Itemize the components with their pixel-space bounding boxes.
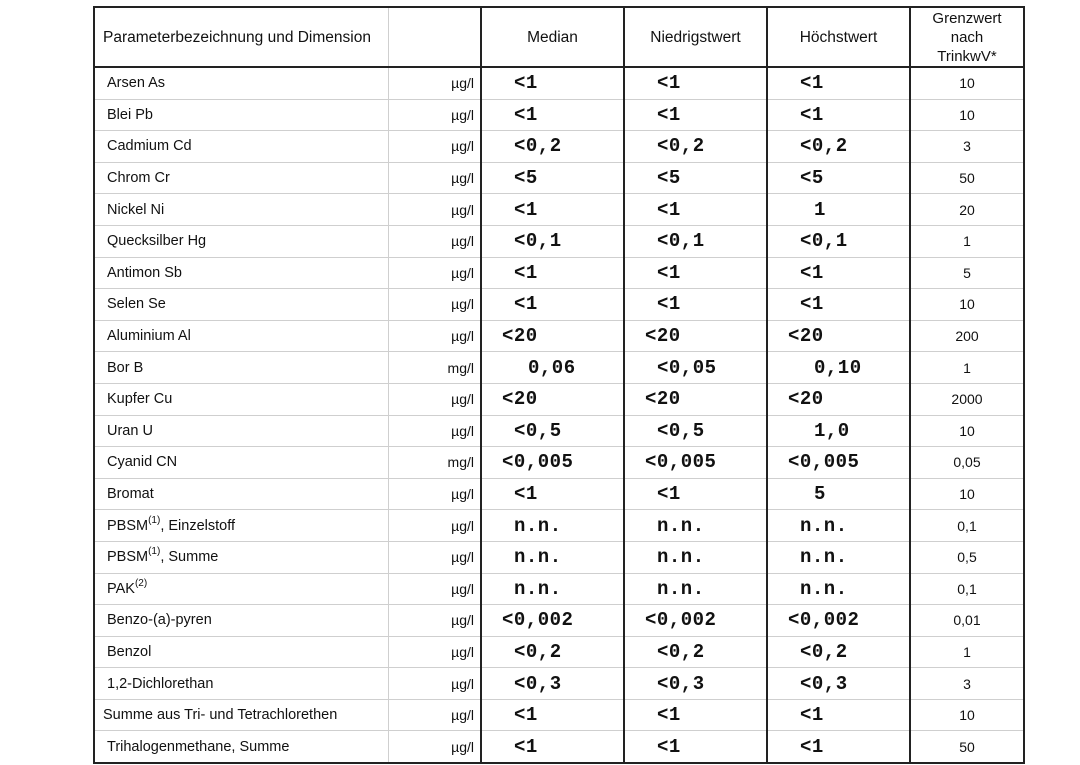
min-cell: <1 xyxy=(624,731,767,763)
max-cell: <1 xyxy=(767,699,910,731)
min-cell: <0,2 xyxy=(624,636,767,668)
header-limit xyxy=(910,7,1024,67)
table-row xyxy=(94,194,1024,226)
parameter-name: Selen Se xyxy=(107,296,166,313)
unit-cell: µg/l xyxy=(388,699,481,731)
limit-cell: 1 xyxy=(910,225,1024,257)
header-median: Median xyxy=(481,7,624,67)
parameter-cell xyxy=(94,541,388,573)
parameter-name: Antimon Sb xyxy=(107,264,182,281)
max-cell: <20 xyxy=(767,320,910,352)
min-cell: <1 xyxy=(624,478,767,510)
table-row xyxy=(94,573,1024,605)
footnote-marker: (1) xyxy=(148,546,161,558)
parameter-name: Chrom Cr xyxy=(107,170,170,187)
header-max: Höchstwert xyxy=(767,7,910,67)
parameter-name: Uran U xyxy=(107,422,153,439)
footnote-marker: (1) xyxy=(148,514,161,526)
min-cell: n.n. xyxy=(624,510,767,542)
table-row xyxy=(94,289,1024,321)
table-row xyxy=(94,447,1024,479)
unit-cell: µg/l xyxy=(388,415,481,447)
max-cell: <0,005 xyxy=(767,447,910,479)
max-cell: <1 xyxy=(767,67,910,99)
parameter-name: Aluminium Al xyxy=(107,328,191,345)
parameter-cell xyxy=(94,447,388,479)
limit-cell: 50 xyxy=(910,731,1024,763)
table-header-row xyxy=(94,7,1024,67)
max-cell: <5 xyxy=(767,162,910,194)
max-cell: 1,0 xyxy=(767,415,910,447)
table-row xyxy=(94,541,1024,573)
limit-cell: 0,5 xyxy=(910,541,1024,573)
parameter-cell xyxy=(94,194,388,226)
median-cell: n.n. xyxy=(481,573,624,605)
unit-cell: µg/l xyxy=(388,731,481,763)
unit-cell: µg/l xyxy=(388,573,481,605)
limit-cell: 3 xyxy=(910,131,1024,163)
min-cell: <0,5 xyxy=(624,415,767,447)
median-cell: <1 xyxy=(481,478,624,510)
max-cell: <1 xyxy=(767,257,910,289)
unit-cell: µg/l xyxy=(388,162,481,194)
unit-cell: µg/l xyxy=(388,194,481,226)
parameter-name: Benzol xyxy=(107,643,152,660)
median-cell: <1 xyxy=(481,699,624,731)
max-cell: <0,1 xyxy=(767,225,910,257)
parameter-suffix: , Einzelstoff xyxy=(160,517,236,534)
min-cell: <1 xyxy=(624,194,767,226)
parameter-name: PBSM xyxy=(107,517,149,534)
min-cell: <1 xyxy=(624,289,767,321)
unit-cell: µg/l xyxy=(388,320,481,352)
min-cell: n.n. xyxy=(624,541,767,573)
limit-cell: 10 xyxy=(910,699,1024,731)
table-row xyxy=(94,636,1024,668)
median-cell: <0,3 xyxy=(481,668,624,700)
unit-cell: µg/l xyxy=(388,257,481,289)
table-row xyxy=(94,67,1024,99)
limit-cell: 0,01 xyxy=(910,605,1024,637)
unit-cell: µg/l xyxy=(388,383,481,415)
limit-cell: 10 xyxy=(910,99,1024,131)
limit-cell: 20 xyxy=(910,194,1024,226)
unit-cell: µg/l xyxy=(388,67,481,99)
unit-cell: µg/l xyxy=(388,131,481,163)
min-cell: <20 xyxy=(624,383,767,415)
unit-cell: mg/l xyxy=(388,352,481,384)
parameter-name: Kupfer Cu xyxy=(107,391,173,408)
median-cell: 0,06 xyxy=(481,352,624,384)
min-cell: n.n. xyxy=(624,573,767,605)
median-cell: <0,2 xyxy=(481,636,624,668)
limit-cell: 2000 xyxy=(910,383,1024,415)
median-cell: n.n. xyxy=(481,541,624,573)
parameter-suffix: , Summe xyxy=(160,549,219,566)
unit-cell: µg/l xyxy=(388,636,481,668)
parameter-name: Benzo-(a)-pyren xyxy=(107,612,212,629)
median-cell: <1 xyxy=(481,289,624,321)
unit-cell: µg/l xyxy=(388,668,481,700)
min-cell: <0,05 xyxy=(624,352,767,384)
min-cell: <1 xyxy=(624,67,767,99)
unit-cell: µg/l xyxy=(388,99,481,131)
parameter-name: PBSM xyxy=(107,549,149,566)
limit-cell: 10 xyxy=(910,415,1024,447)
unit-cell: mg/l xyxy=(388,447,481,479)
parameter-cell xyxy=(94,573,388,605)
median-cell: <5 xyxy=(481,162,624,194)
median-cell: <1 xyxy=(481,99,624,131)
limit-cell: 3 xyxy=(910,668,1024,700)
limit-cell: 50 xyxy=(910,162,1024,194)
table-row xyxy=(94,131,1024,163)
limit-cell: 200 xyxy=(910,320,1024,352)
min-cell: <5 xyxy=(624,162,767,194)
max-cell: <1 xyxy=(767,731,910,763)
parameter-name: Blei Pb xyxy=(107,106,153,123)
table-row xyxy=(94,510,1024,542)
median-cell: <1 xyxy=(481,257,624,289)
max-cell: <20 xyxy=(767,383,910,415)
parameter-name: Bor B xyxy=(107,359,144,376)
limit-cell: 10 xyxy=(910,67,1024,99)
unit-cell: µg/l xyxy=(388,478,481,510)
header-limit-line3: TrinkwV* xyxy=(937,47,997,65)
parameter-name: PAK xyxy=(107,580,135,597)
document-page xyxy=(93,6,1023,764)
header-min: Niedrigstwert xyxy=(624,7,767,67)
limit-cell: 5 xyxy=(910,257,1024,289)
median-cell: <0,2 xyxy=(481,131,624,163)
max-cell: <0,002 xyxy=(767,605,910,637)
max-cell: 0,10 xyxy=(767,352,910,384)
footnote-marker: (2) xyxy=(134,577,148,589)
max-cell: n.n. xyxy=(767,510,910,542)
limit-cell: 0,05 xyxy=(910,447,1024,479)
parameter-name: Arsen As xyxy=(107,75,166,92)
limit-cell: 10 xyxy=(910,289,1024,321)
median-cell: n.n. xyxy=(481,510,624,542)
parameter-cell xyxy=(94,478,388,510)
limit-cell: 0,1 xyxy=(910,510,1024,542)
min-cell: <0,2 xyxy=(624,131,767,163)
parameter-cell xyxy=(94,131,388,163)
parameter-name: Nickel Ni xyxy=(107,201,165,218)
table-row xyxy=(94,99,1024,131)
median-cell: <0,1 xyxy=(481,225,624,257)
parameter-cell xyxy=(94,731,388,763)
table-row xyxy=(94,415,1024,447)
min-cell: <1 xyxy=(624,699,767,731)
median-cell: <20 xyxy=(481,320,624,352)
unit-cell: µg/l xyxy=(388,541,481,573)
unit-cell: µg/l xyxy=(388,605,481,637)
header-limit-line1: Grenzwert xyxy=(932,9,1002,27)
parameter-cell xyxy=(94,699,388,731)
max-cell: 1 xyxy=(767,194,910,226)
unit-cell: µg/l xyxy=(388,289,481,321)
min-cell: <1 xyxy=(624,99,767,131)
parameter-cell xyxy=(94,99,388,131)
table-row xyxy=(94,225,1024,257)
median-cell: <0,005 xyxy=(481,447,624,479)
unit-cell: µg/l xyxy=(388,225,481,257)
parameter-cell xyxy=(94,605,388,637)
min-cell: <0,3 xyxy=(624,668,767,700)
parameter-name: Summe aus Tri- und Tetrachlorethen xyxy=(103,707,338,724)
parameter-name: 1,2-Dichlorethan xyxy=(107,675,214,692)
max-cell: <0,3 xyxy=(767,668,910,700)
parameter-cell xyxy=(94,383,388,415)
median-cell: <1 xyxy=(481,731,624,763)
table-row xyxy=(94,605,1024,637)
table-row xyxy=(94,162,1024,194)
median-cell: <0,002 xyxy=(481,605,624,637)
parameter-cell xyxy=(94,415,388,447)
limit-cell: 1 xyxy=(910,636,1024,668)
unit-cell: µg/l xyxy=(388,510,481,542)
parameter-name: Cyanid CN xyxy=(107,454,178,471)
parameter-cell xyxy=(94,668,388,700)
water-quality-table xyxy=(93,6,1025,764)
parameter-name: Trihalogenmethane, Summe xyxy=(107,738,290,755)
max-cell: <1 xyxy=(767,99,910,131)
header-parameter: Parameterbezeichnung und Dimension xyxy=(94,7,388,67)
parameter-cell xyxy=(94,257,388,289)
parameter-name: Quecksilber Hg xyxy=(107,233,207,250)
table-row xyxy=(94,320,1024,352)
parameter-cell xyxy=(94,320,388,352)
parameter-cell xyxy=(94,636,388,668)
median-cell: <20 xyxy=(481,383,624,415)
parameter-cell xyxy=(94,67,388,99)
table-row xyxy=(94,352,1024,384)
max-cell: <0,2 xyxy=(767,131,910,163)
header-unit xyxy=(388,7,481,67)
limit-cell: 10 xyxy=(910,478,1024,510)
max-cell: n.n. xyxy=(767,541,910,573)
min-cell: <0,005 xyxy=(624,447,767,479)
table-row xyxy=(94,383,1024,415)
parameter-cell xyxy=(94,510,388,542)
header-limit-line2: nach xyxy=(950,28,984,46)
median-cell: <1 xyxy=(481,194,624,226)
table-row xyxy=(94,257,1024,289)
parameter-cell xyxy=(94,225,388,257)
table-row xyxy=(94,478,1024,510)
max-cell: <0,2 xyxy=(767,636,910,668)
median-cell: <1 xyxy=(481,67,624,99)
min-cell: <0,002 xyxy=(624,605,767,637)
median-cell: <0,5 xyxy=(481,415,624,447)
parameter-cell xyxy=(94,352,388,384)
min-cell: <20 xyxy=(624,320,767,352)
min-cell: <1 xyxy=(624,257,767,289)
parameter-cell xyxy=(94,289,388,321)
parameter-name: Cadmium Cd xyxy=(107,138,192,155)
table-row xyxy=(94,668,1024,700)
min-cell: <0,1 xyxy=(624,225,767,257)
table-row xyxy=(94,731,1024,763)
max-cell: 5 xyxy=(767,478,910,510)
parameter-cell xyxy=(94,162,388,194)
limit-cell: 1 xyxy=(910,352,1024,384)
max-cell: n.n. xyxy=(767,573,910,605)
table-row xyxy=(94,699,1024,731)
max-cell: <1 xyxy=(767,289,910,321)
limit-cell: 0,1 xyxy=(910,573,1024,605)
parameter-name: Bromat xyxy=(107,486,154,503)
